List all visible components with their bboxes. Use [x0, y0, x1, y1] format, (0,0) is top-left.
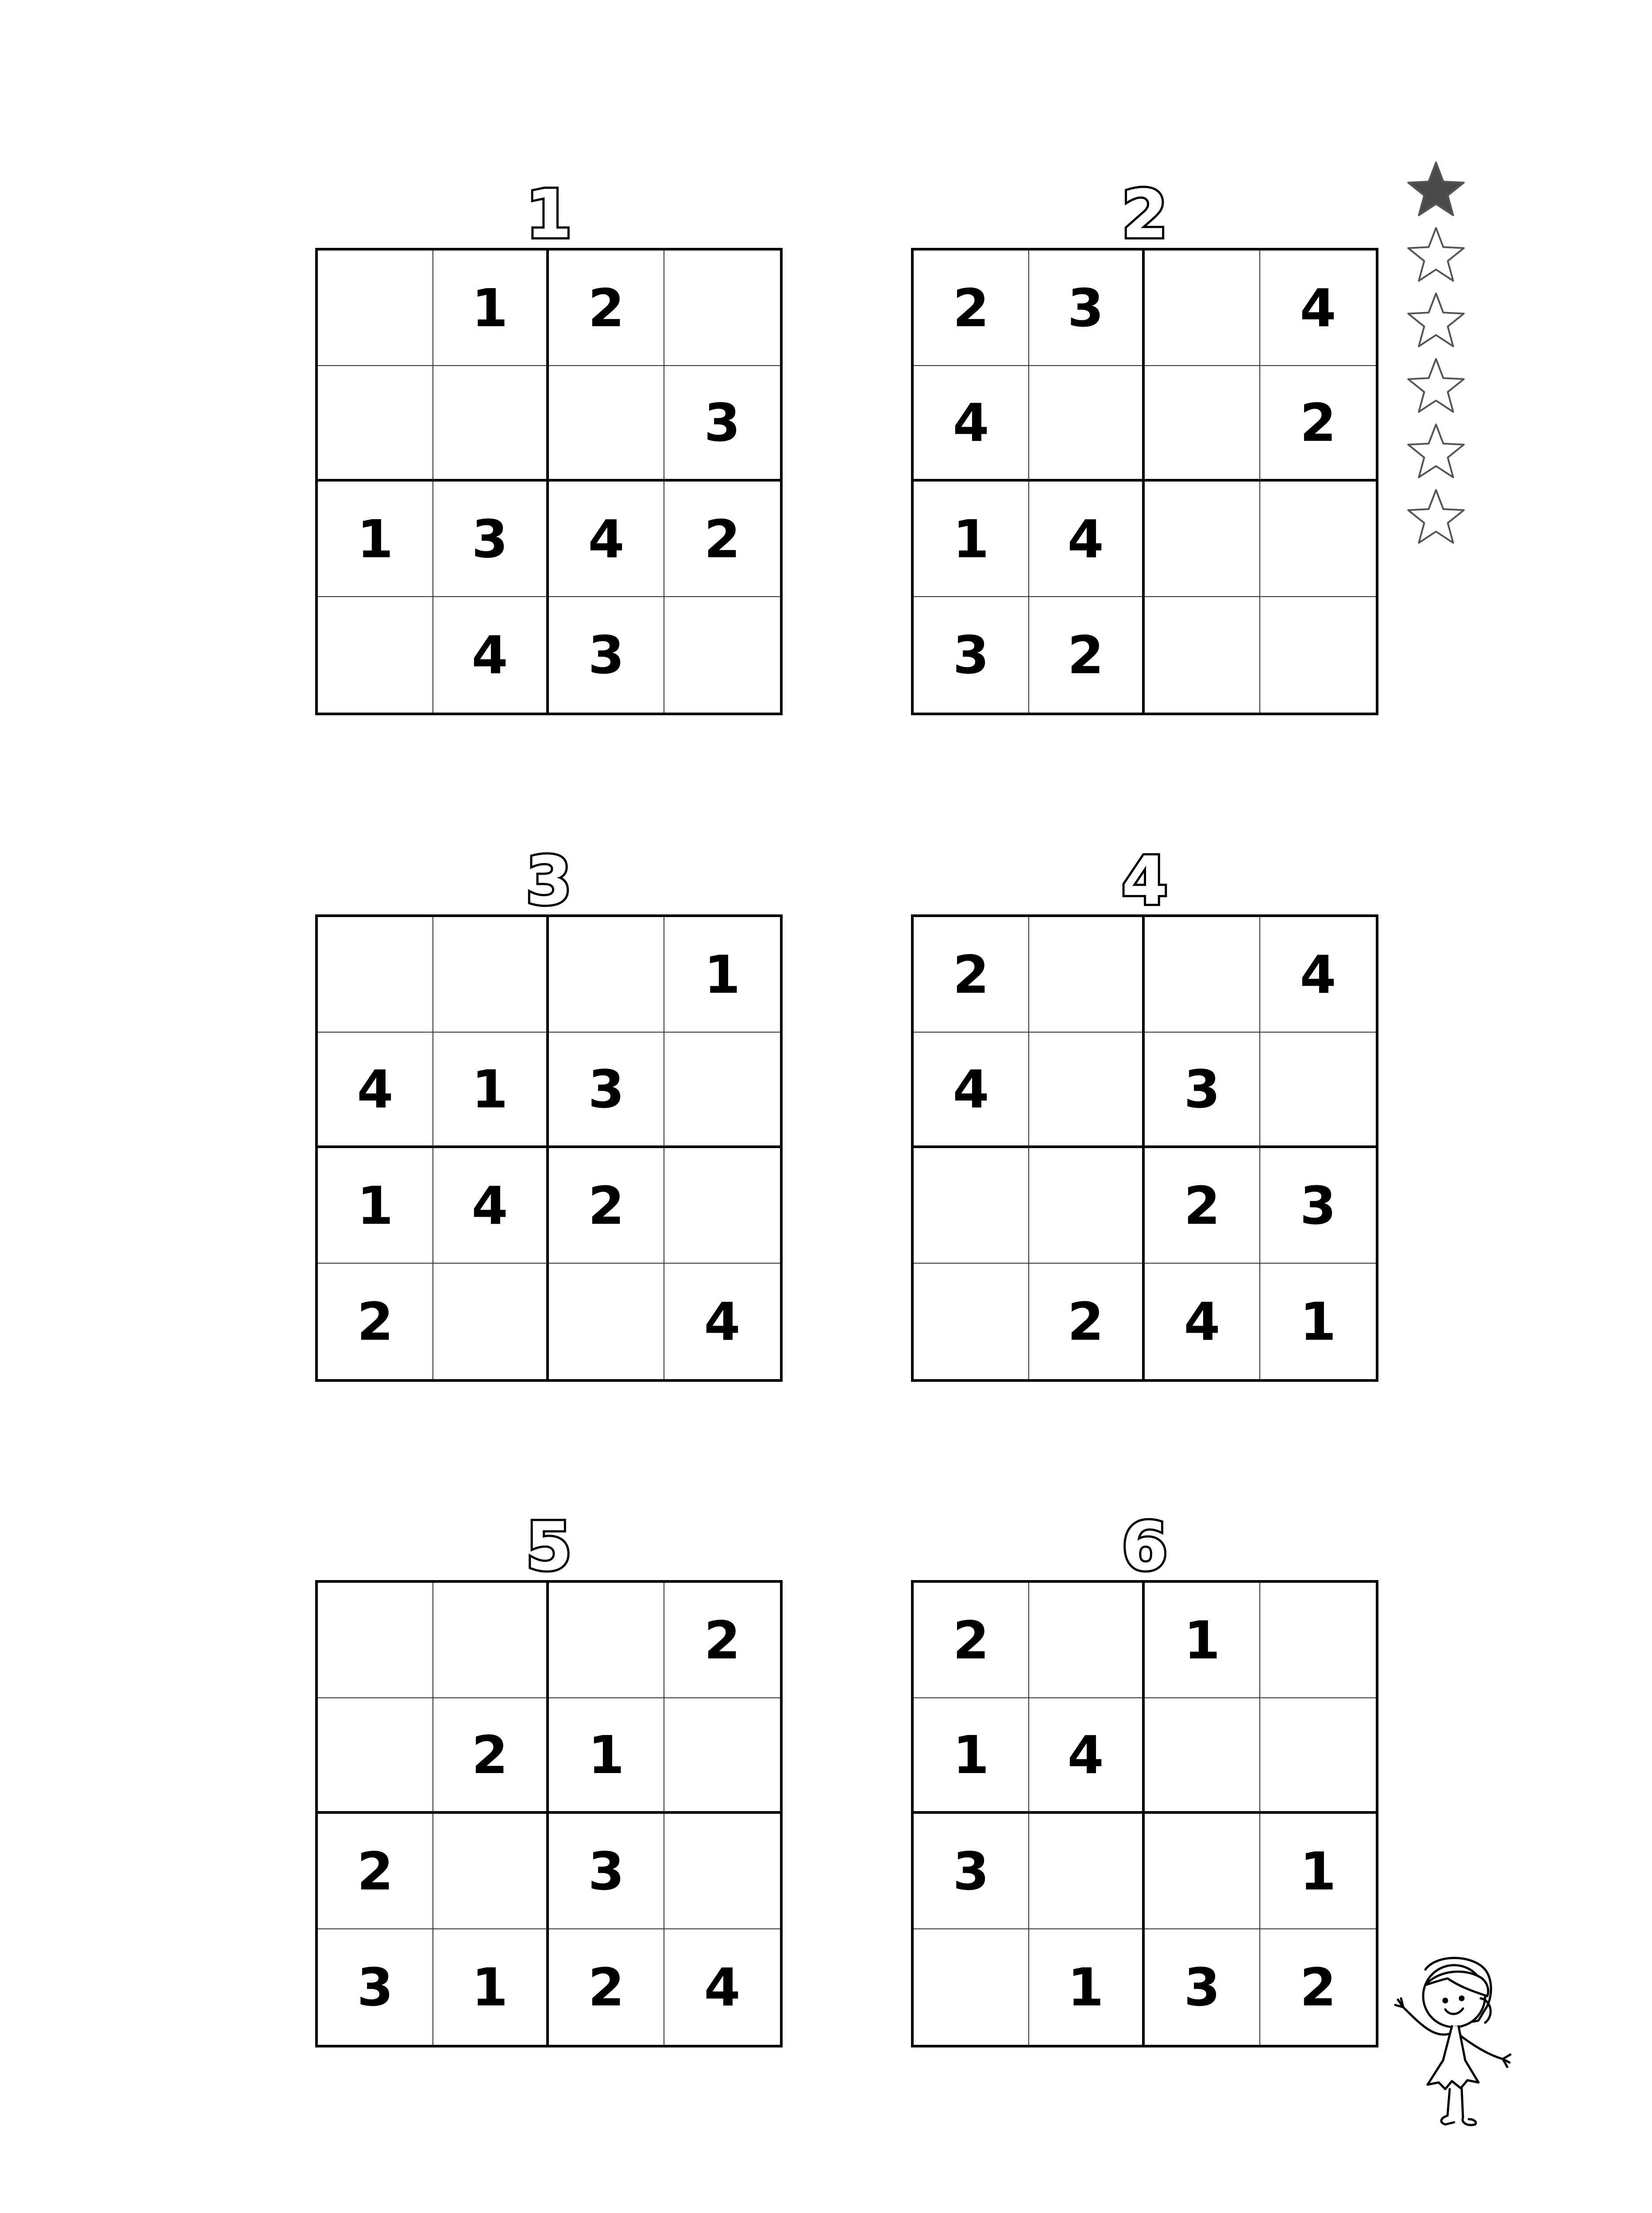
grid-cell [318, 366, 433, 482]
grid-cell [549, 1264, 664, 1379]
sudoku-grid [911, 914, 1378, 1382]
sudoku-grid [315, 914, 783, 1382]
puzzle-number: 1 [525, 176, 572, 253]
grid-cell [1260, 597, 1376, 713]
grid-cell: 1 [433, 251, 549, 366]
grid-cell: 1 [549, 1698, 664, 1814]
grid-cell [1260, 1583, 1376, 1698]
grid-cell: 3 [549, 597, 664, 713]
grid-cell [1260, 482, 1376, 597]
grid-cell: 3 [549, 1033, 664, 1148]
grid-cell: 4 [1260, 917, 1376, 1033]
grid-cell: 2 [914, 1583, 1029, 1698]
grid-cell [549, 366, 664, 482]
difficulty-rating [1403, 157, 1470, 550]
grid-cell: 2 [1029, 1264, 1145, 1379]
sudoku-grid [315, 248, 783, 715]
grid-cell [1029, 1583, 1145, 1698]
grid-cell: 1 [1260, 1814, 1376, 1929]
grid-cell [1260, 1698, 1376, 1814]
grid-cell: 4 [433, 1148, 549, 1264]
grid-cell: 4 [1029, 1698, 1145, 1814]
grid-cell: 4 [704, 1956, 741, 2018]
grid-cell [1145, 597, 1260, 713]
star-outline-icon [1403, 288, 1469, 354]
grid-cell: 3 [1029, 251, 1145, 366]
grid-cell [318, 1583, 433, 1698]
grid-cell [433, 917, 549, 1033]
grid-cell: 4 [914, 366, 1029, 482]
grid-cell: 4 [433, 597, 549, 713]
grid-cell: 2 [664, 482, 780, 597]
grid-cell: 2 [1145, 1148, 1260, 1264]
grid-cell: 2 [549, 1148, 664, 1264]
grid-cell: 4 [914, 1033, 1029, 1148]
grid-cell [433, 1814, 549, 1929]
grid-cell: 2 [1029, 597, 1145, 713]
puzzle-number: 2 [1121, 176, 1168, 253]
grid-cell: 3 [914, 1814, 1029, 1929]
grid-cell [1029, 917, 1145, 1033]
grid-cell [318, 1698, 433, 1814]
grid-cell: 4 [1029, 482, 1145, 597]
grid-cell: 4 [1260, 251, 1376, 366]
grid-cell [549, 1583, 664, 1698]
grid-cell: 1 [433, 1033, 549, 1148]
grid-cell [1145, 251, 1260, 366]
grid-cell [1029, 1148, 1145, 1264]
grid-cell [664, 597, 780, 713]
grid-cell: 2 [1300, 1956, 1336, 2018]
grid-cell [318, 597, 433, 713]
sudoku-grid [315, 1580, 783, 2047]
grid-cell: 2 [549, 251, 664, 366]
grid-cell: 1 [664, 917, 780, 1033]
puzzle-number: 6 [1121, 1508, 1168, 1585]
grid-cell: 3 [1145, 1929, 1260, 2045]
grid-cell: 4 [1145, 1264, 1260, 1379]
grid-cell: 4 [318, 1033, 433, 1148]
grid-cell [664, 1814, 780, 1929]
sudoku-grid [911, 248, 1378, 715]
grid-cell: 2 [433, 1698, 549, 1814]
grid-cell: 1 [1300, 1291, 1336, 1352]
grid-cell: 1 [318, 1148, 433, 1264]
grid-cell: 1 [1029, 1929, 1145, 2045]
sudoku-grid [911, 1580, 1378, 2047]
star-outline-icon [1403, 419, 1469, 485]
grid-cell [1145, 1814, 1260, 1929]
grid-cell [1145, 1698, 1260, 1814]
grid-cell: 4 [549, 482, 664, 597]
grid-cell: 1 [318, 482, 433, 597]
grid-cell [1029, 1033, 1145, 1148]
grid-cell: 2 [318, 1264, 433, 1379]
grid-cell: 1 [1145, 1583, 1260, 1698]
grid-cell [914, 1148, 1029, 1264]
grid-cell: 3 [664, 366, 780, 482]
grid-cell [914, 1264, 1029, 1379]
grid-cell: 3 [549, 1814, 664, 1929]
grid-cell [1029, 366, 1145, 482]
grid-cell [1145, 917, 1260, 1033]
grid-cell: 2 [914, 251, 1029, 366]
grid-cell [914, 1929, 1029, 2045]
grid-cell [664, 1148, 780, 1264]
grid-cell [433, 366, 549, 482]
grid-cell: 2 [664, 1583, 780, 1698]
grid-cell [433, 1583, 549, 1698]
grid-cell: 2 [1260, 366, 1376, 482]
grid-cell [549, 917, 664, 1033]
star-outline-icon [1403, 354, 1469, 419]
star-filled-icon [1403, 157, 1469, 223]
grid-cell [318, 251, 433, 366]
puzzle-number: 5 [525, 1508, 572, 1585]
grid-cell: 1 [433, 1929, 549, 2045]
grid-cell: 2 [914, 917, 1029, 1033]
grid-cell [1029, 1814, 1145, 1929]
grid-cell [664, 1698, 780, 1814]
grid-cell [318, 917, 433, 1033]
grid-cell: 2 [549, 1929, 664, 2045]
puzzle-number: 4 [1121, 843, 1168, 920]
star-outline-icon [1403, 223, 1469, 288]
grid-cell: 1 [914, 482, 1029, 597]
grid-cell [1145, 482, 1260, 597]
girl-waving-illustration [1359, 1943, 1518, 2173]
grid-cell [1260, 1033, 1376, 1148]
grid-cell: 3 [1145, 1033, 1260, 1148]
grid-cell: 1 [914, 1698, 1029, 1814]
grid-cell [433, 1264, 549, 1379]
grid-cell [664, 251, 780, 366]
grid-cell: 4 [704, 1291, 741, 1352]
grid-cell: 3 [914, 597, 1029, 713]
star-outline-icon [1403, 485, 1469, 550]
grid-cell: 3 [1260, 1148, 1376, 1264]
grid-cell: 3 [433, 482, 549, 597]
grid-cell: 3 [318, 1929, 433, 2045]
grid-cell: 2 [318, 1814, 433, 1929]
puzzle-number: 3 [525, 843, 572, 920]
grid-cell [664, 1033, 780, 1148]
grid-cell [1145, 366, 1260, 482]
